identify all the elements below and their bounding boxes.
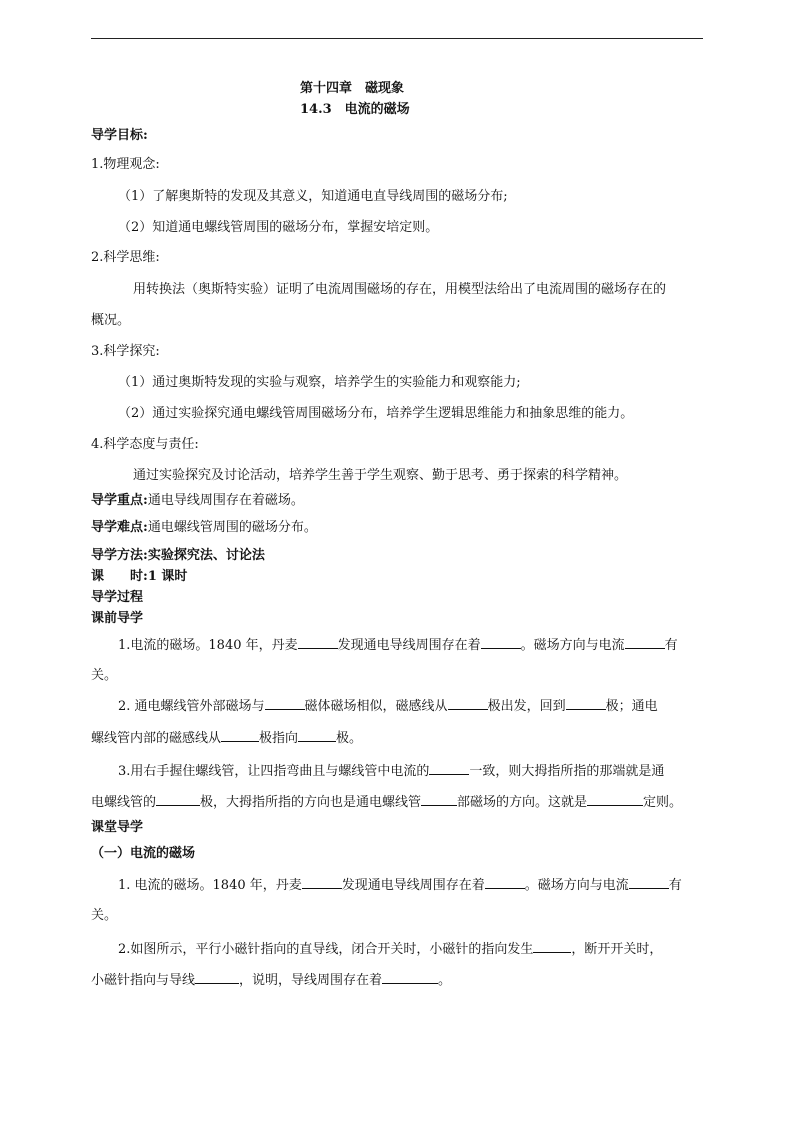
difficulty xyxy=(91,519,317,537)
pre-q3-part-b: 一致，则大拇指所指的那端就是通 xyxy=(469,764,665,779)
pre-q2-part-g: 极。 xyxy=(336,731,363,746)
objective-4-title: 4.科学态度与责任: xyxy=(91,437,199,452)
period-text: 1 课时 xyxy=(147,569,188,584)
pre-q2-part-b: 磁体磁场相似，磁感线从 xyxy=(304,699,448,714)
objective-3a: （1）通过奥斯特发现的实验与观察，培养学生的实验能力和观察能力; xyxy=(118,375,521,390)
in-q1-part-c: 。磁场方向与电流 xyxy=(524,878,629,893)
pre-q3-part-c: 电螺线管的 xyxy=(91,795,157,810)
pre-class-q2 xyxy=(118,697,658,716)
objective-2-title: 2.科学思维: xyxy=(91,250,160,265)
pre-q3-part-a: 3.用右手握住螺线管，让四指弯曲且与螺线管中电流的 xyxy=(118,764,430,779)
chapter-title: 第十四章 磁现象 xyxy=(300,81,405,96)
answer-blank[interactable] xyxy=(302,876,342,889)
in-class-q1-cont: 关。 xyxy=(91,908,118,923)
objective-2-text-1: 用转换法（奥斯特实验）证明了电流周围磁场的存在，用模型法给出了电流周围的磁场存在的 xyxy=(133,282,667,297)
pre-q3-part-f: 定则。 xyxy=(643,795,683,810)
objective-1b: （2）知道通电螺线管周围的磁场分布，掌握安培定则。 xyxy=(118,220,439,235)
in-q2-part-d: ，说明，导线周围存在着 xyxy=(239,973,383,988)
in-q1-part-d: 有 xyxy=(668,878,682,893)
process-heading: 导学过程 xyxy=(91,590,144,605)
in-class-q2 xyxy=(118,940,662,959)
pre-class-q2-cont xyxy=(91,729,362,748)
answer-blank[interactable] xyxy=(298,729,336,742)
answer-blank[interactable] xyxy=(625,636,665,649)
header-rule xyxy=(91,38,703,39)
objective-1-title: 1.物理观念: xyxy=(91,157,160,172)
key-point-label: 导学重点: xyxy=(91,493,148,508)
in-class-subheading: （一）电流的磁场 xyxy=(91,846,196,861)
difficulty-text: 通电螺线管周围的磁场分布。 xyxy=(147,520,317,535)
objective-2-text-2: 概况。 xyxy=(91,313,131,328)
answer-blank[interactable] xyxy=(485,876,525,889)
key-point xyxy=(91,492,304,510)
pre-q3-part-e: 部磁场的方向。这就是 xyxy=(457,795,588,810)
method-text: 实验探究法、讨论法 xyxy=(147,548,265,563)
in-class-q1 xyxy=(118,876,682,895)
period xyxy=(91,568,187,586)
answer-blank[interactable] xyxy=(587,793,643,806)
objective-4-text: 通过实验探究及讨论活动，培养学生善于学生观察、勤于思考、勇于探索的科学精神。 xyxy=(133,468,628,483)
pre-class-heading: 课前导学 xyxy=(91,611,144,626)
answer-blank[interactable] xyxy=(429,762,469,775)
objectives-heading: 导学目标: xyxy=(91,128,148,143)
pre-q1-part-c: 。磁场方向与电流 xyxy=(520,638,625,653)
answer-blank[interactable] xyxy=(221,729,259,742)
period-label: 课 时: xyxy=(91,569,148,584)
answer-blank[interactable] xyxy=(382,971,438,984)
difficulty-label: 导学难点: xyxy=(91,520,148,535)
objective-1a: （1）了解奥斯特的发现及其意义，知道通电直导线周围的磁场分布; xyxy=(118,189,508,204)
method xyxy=(91,547,265,565)
answer-blank[interactable] xyxy=(195,971,239,984)
pre-q2-part-f: 极指向 xyxy=(259,731,299,746)
answer-blank[interactable] xyxy=(481,636,521,649)
pre-q2-part-a: 2. 通电螺线管外部磁场与 xyxy=(118,699,265,714)
answer-blank[interactable] xyxy=(566,697,606,710)
answer-blank[interactable] xyxy=(629,876,669,889)
in-class-heading: 课堂导学 xyxy=(91,820,144,835)
objective-3b: （2）通过实验探究通电螺线管周围磁场分布，培养学生逻辑思维能力和抽象思维的能力。 xyxy=(118,406,634,421)
pre-q2-part-d: 极；通电 xyxy=(605,699,658,714)
in-q2-part-c: 小磁针指向与导线 xyxy=(91,973,196,988)
method-label: 导学方法: xyxy=(91,548,148,563)
in-q2-part-b: ，断开开关时， xyxy=(571,942,663,957)
answer-blank[interactable] xyxy=(156,793,200,806)
in-q1-part-b: 发现通电导线周围存在着 xyxy=(341,878,485,893)
pre-q2-part-c: 极出发，回到 xyxy=(487,699,566,714)
in-class-q2-cont xyxy=(91,971,451,990)
answer-blank[interactable] xyxy=(448,697,488,710)
pre-class-q1-cont: 关。 xyxy=(91,668,118,683)
in-q2-part-a: 2.如图所示，平行小磁针指向的直导线，闭合开关时，小磁针的指向发生 xyxy=(118,942,534,957)
answer-blank[interactable] xyxy=(421,793,457,806)
pre-class-q1 xyxy=(118,636,678,655)
objective-3-title: 3.科学探究: xyxy=(91,344,160,359)
pre-q3-part-d: 极，大拇指所指的方向也是通电螺线管 xyxy=(200,795,422,810)
section-title: 14.3 电流的磁场 xyxy=(300,102,410,117)
pre-q1-part-d: 有 xyxy=(664,638,678,653)
pre-class-q3 xyxy=(118,762,664,781)
in-q1-part-a: 1. 电流的磁场。1840 年，丹麦 xyxy=(118,878,302,893)
answer-blank[interactable] xyxy=(265,697,305,710)
key-point-text: 通电导线周围存在着磁场。 xyxy=(147,493,304,508)
pre-class-q3-cont xyxy=(91,793,682,812)
pre-q2-part-e: 螺线管内部的磁感线从 xyxy=(91,731,222,746)
pre-q1-part-b: 发现通电导线周围存在着 xyxy=(337,638,481,653)
pre-q1-part-a: 1.电流的磁场。1840 年，丹麦 xyxy=(118,638,298,653)
answer-blank[interactable] xyxy=(298,636,338,649)
answer-blank[interactable] xyxy=(533,940,571,953)
in-q2-part-e: 。 xyxy=(438,973,452,988)
